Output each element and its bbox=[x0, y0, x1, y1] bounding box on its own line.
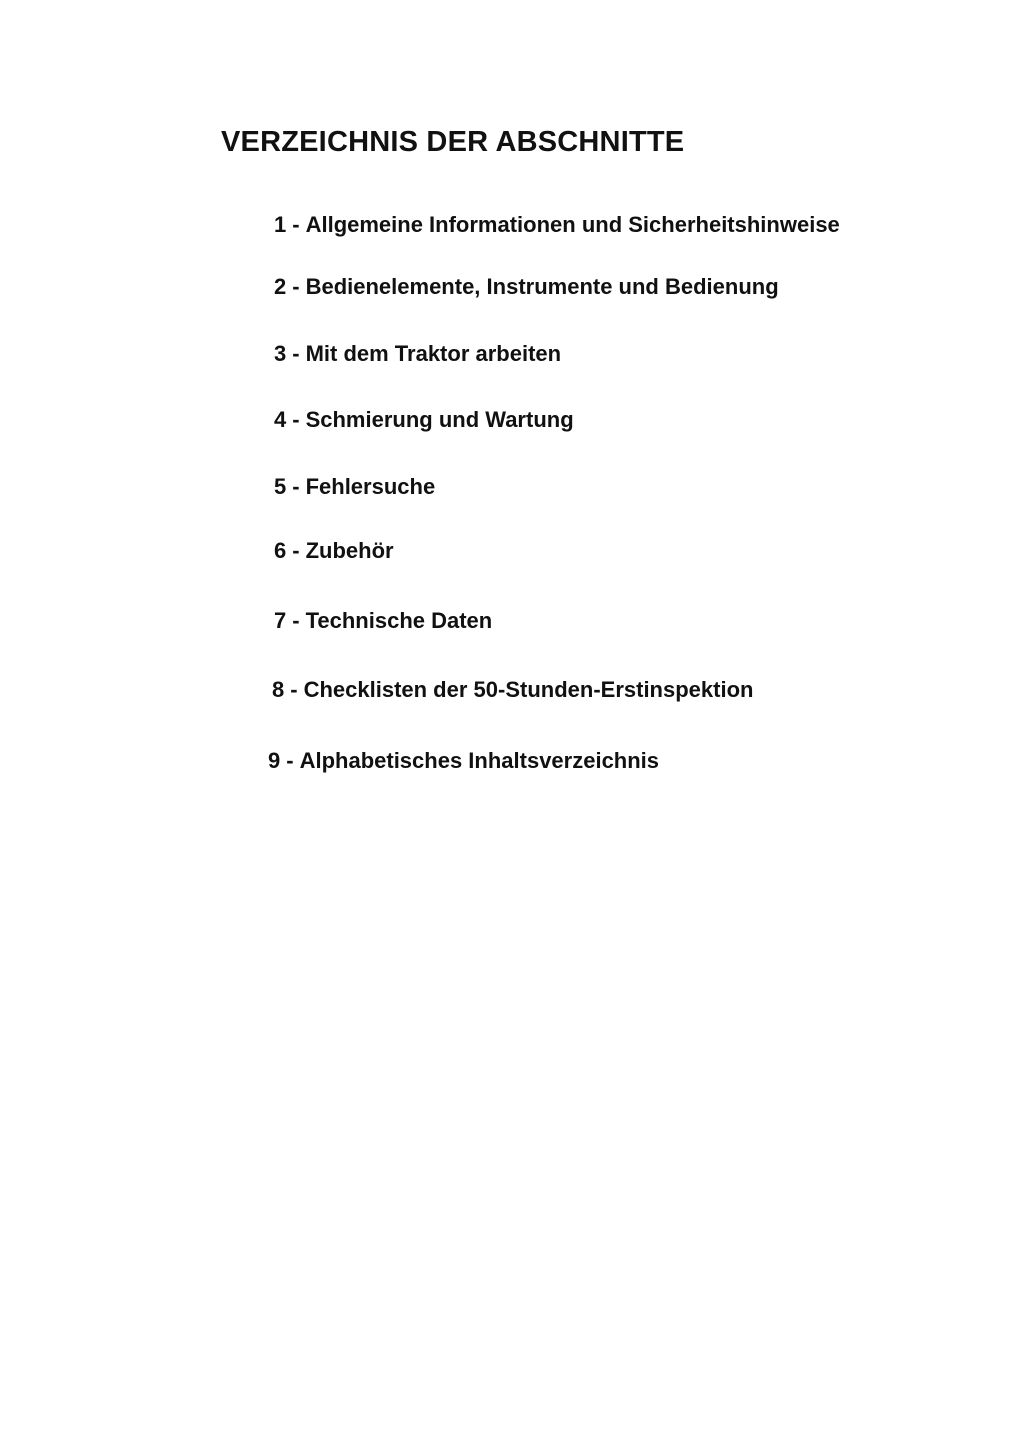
section-number: 2 bbox=[274, 274, 287, 299]
section-number: 1 bbox=[274, 212, 287, 237]
section-item-7 bbox=[274, 608, 492, 634]
section-number: 7 bbox=[274, 608, 287, 633]
section-item-9 bbox=[268, 748, 659, 774]
section-separator: - bbox=[290, 677, 298, 702]
section-number: 5 bbox=[274, 474, 287, 499]
section-label: Checklisten der 50-Stunden-Erstinspektion bbox=[303, 677, 754, 702]
section-item-6 bbox=[274, 538, 394, 564]
section-number: 6 bbox=[274, 538, 287, 563]
section-number: 9 bbox=[268, 748, 281, 773]
section-number: 3 bbox=[274, 341, 287, 366]
section-item-1 bbox=[274, 212, 840, 238]
section-label: Fehlersuche bbox=[305, 474, 436, 499]
section-separator: - bbox=[292, 538, 300, 563]
section-label: Schmierung und Wartung bbox=[305, 407, 574, 432]
section-label: Allgemeine Informationen und Sicherheitshinweise bbox=[305, 212, 840, 237]
section-separator: - bbox=[286, 748, 294, 773]
section-item-5 bbox=[274, 474, 435, 500]
section-number: 8 bbox=[272, 677, 285, 702]
section-label: Zubehör bbox=[305, 538, 394, 563]
section-separator: - bbox=[292, 274, 300, 299]
section-item-4 bbox=[274, 407, 574, 433]
section-item-8 bbox=[272, 677, 753, 703]
section-label: Technische Daten bbox=[305, 608, 493, 633]
section-separator: - bbox=[292, 407, 300, 432]
section-separator: - bbox=[292, 212, 300, 237]
section-number: 4 bbox=[274, 407, 287, 432]
section-label: Mit dem Traktor arbeiten bbox=[305, 341, 562, 366]
section-separator: - bbox=[292, 474, 300, 499]
page-title: VERZEICHNIS DER ABSCHNITTE bbox=[221, 126, 685, 158]
section-label: Bedienelemente, Instrumente und Bedienung bbox=[305, 274, 779, 299]
section-separator: - bbox=[292, 608, 300, 633]
section-separator: - bbox=[292, 341, 300, 366]
section-item-2 bbox=[274, 274, 779, 300]
section-label: Alphabetisches Inhaltsverzeichnis bbox=[299, 748, 660, 773]
section-item-3 bbox=[274, 341, 561, 367]
